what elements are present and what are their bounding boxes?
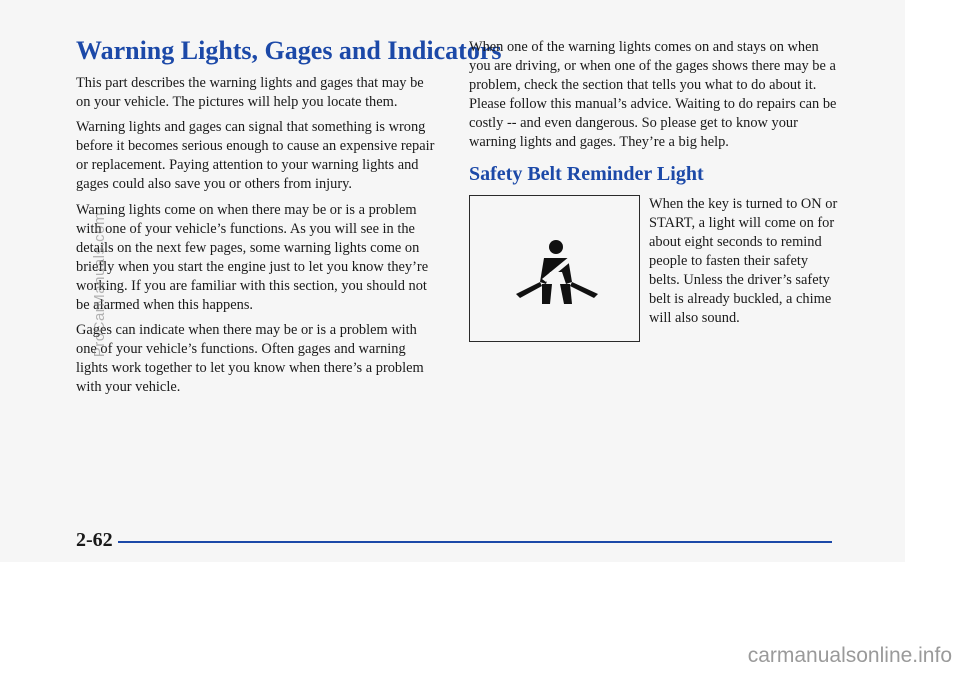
paragraph-intro: This part describes the warning lights and gages that may be on your vehicle. The pictures will help you locate them. (76, 75, 424, 111)
paragraph-advice: When one of the warning lights comes on and stays on when you are driving, or when one of the gages shows there may be a problem, check the section that tells you what to do about it. Please follow this manual’s advice. Waiting to do repairs can be costly -- and even dangerous. So please get to know your warning lights and gages. They’re a big help. (469, 39, 837, 151)
figure-box (469, 195, 640, 342)
bottom-watermark: carmanualsonline.info (747, 644, 952, 667)
figure-row (469, 195, 841, 375)
figure-description (649, 195, 841, 329)
paragraph-warning-signal: Warning lights and gages can signal that something is wrong before it becomes serious enough to cause an expensive repair or replacement. Paying attention to your warning lights and gages could also save you or others from injury. (76, 119, 435, 193)
seatbelt-icon (512, 238, 602, 310)
page-number: 2-62 (76, 529, 113, 551)
left-column (76, 36, 502, 404)
paragraph-warning-lights: Warning lights come on when there may be or is a problem with one of your vehicle’s functions. As you will see in the details on the next few pages, some warning lights come on briefly when you start the engine just to let you know they’re working. If you are familiar with this section, you should not be alarmed when this happens. (76, 201, 429, 314)
side-watermark: ProCarManuals.com (91, 212, 108, 358)
footer-rule (118, 541, 832, 543)
paragraph-gages: Gages can indicate when there may be or is a problem with one of your vehicle’s functions. Often gages and warning lights work together to let you know when there’s a problem with your vehicle. (76, 322, 424, 396)
page-title: Warning Lights, Gages and Indicators (76, 36, 502, 65)
right-column (469, 38, 841, 375)
section-title: Safety Belt Reminder Light (469, 162, 704, 185)
paragraph-seatbelt: When the key is turned to ON or START, a light will come on for about eight seconds to remind people to fasten their safety belts. Unless the driver’s safety belt is already buckled, a chime will also sound. (649, 195, 838, 327)
